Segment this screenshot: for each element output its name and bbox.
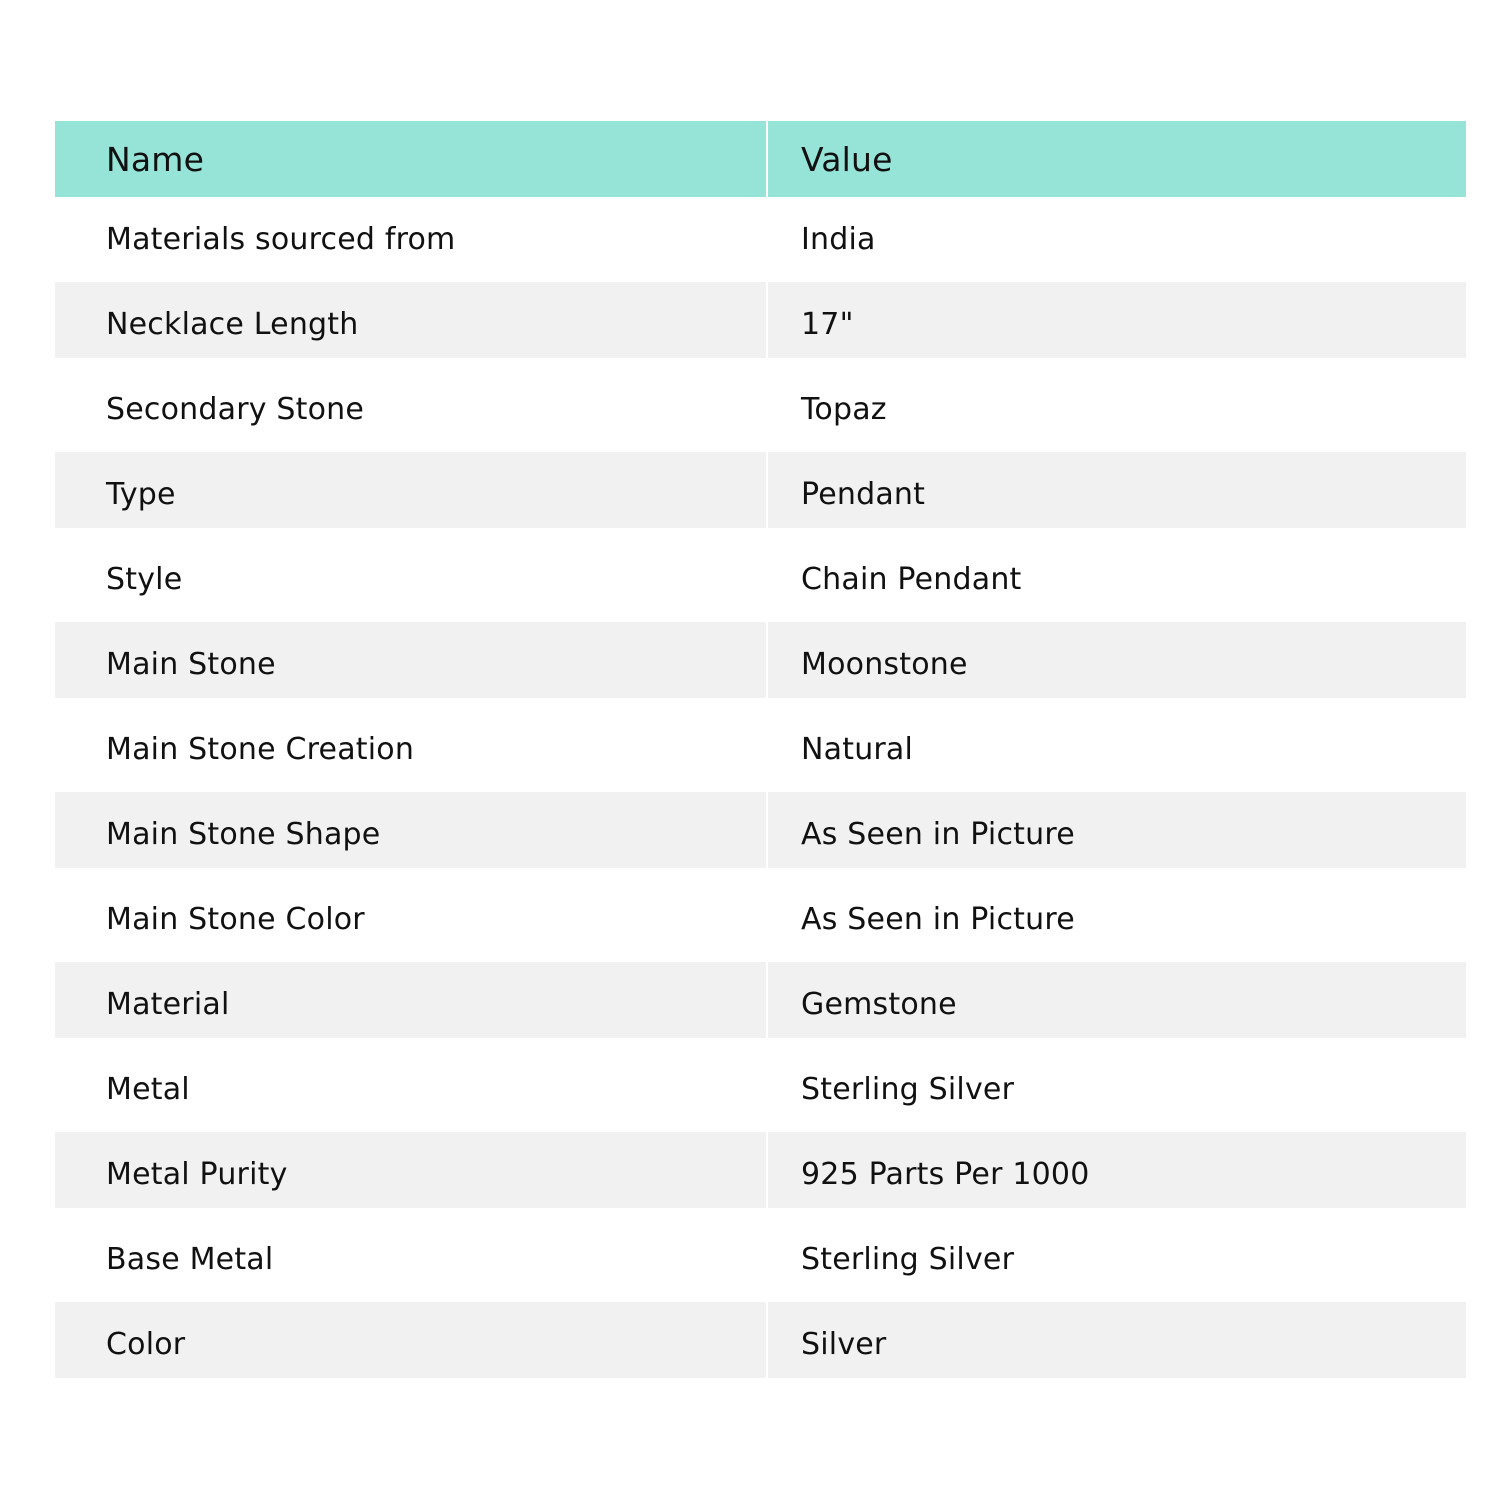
row-name-cell: Base Metal	[55, 1217, 766, 1302]
row-value-cell: Chain Pendant	[768, 537, 1466, 622]
header-value-cell: Value	[768, 121, 1466, 197]
row-value-cell: Natural	[768, 707, 1466, 792]
row-name-cell: Type	[55, 452, 766, 537]
row-value-cell: Silver	[768, 1302, 1466, 1387]
row-value-cell: 925 Parts Per 1000	[768, 1132, 1466, 1217]
row-name-cell: Main Stone Color	[55, 877, 766, 962]
row-value-cell: Pendant	[768, 452, 1466, 537]
row-name-cell: Material	[55, 962, 766, 1047]
row-name-cell: Main Stone Creation	[55, 707, 766, 792]
row-name-cell: Metal	[55, 1047, 766, 1132]
row-value-cell: Sterling Silver	[768, 1217, 1466, 1302]
row-value-cell: Topaz	[768, 367, 1466, 452]
row-name-cell: Main Stone Shape	[55, 792, 766, 877]
row-value-cell: 17"	[768, 282, 1466, 367]
row-name-cell: Main Stone	[55, 622, 766, 707]
specifications-table	[55, 121, 1466, 1387]
row-name-cell: Materials sourced from	[55, 197, 766, 282]
row-value-cell: India	[768, 197, 1466, 282]
row-value-cell: As Seen in Picture	[768, 792, 1466, 877]
row-name-cell: Necklace Length	[55, 282, 766, 367]
row-name-cell: Secondary Stone	[55, 367, 766, 452]
row-value-cell: Sterling Silver	[768, 1047, 1466, 1132]
row-name-cell: Style	[55, 537, 766, 622]
row-name-cell: Color	[55, 1302, 766, 1387]
row-value-cell: Moonstone	[768, 622, 1466, 707]
row-value-cell: Gemstone	[768, 962, 1466, 1047]
row-value-cell: As Seen in Picture	[768, 877, 1466, 962]
row-name-cell: Metal Purity	[55, 1132, 766, 1217]
header-name-cell: Name	[55, 121, 766, 197]
